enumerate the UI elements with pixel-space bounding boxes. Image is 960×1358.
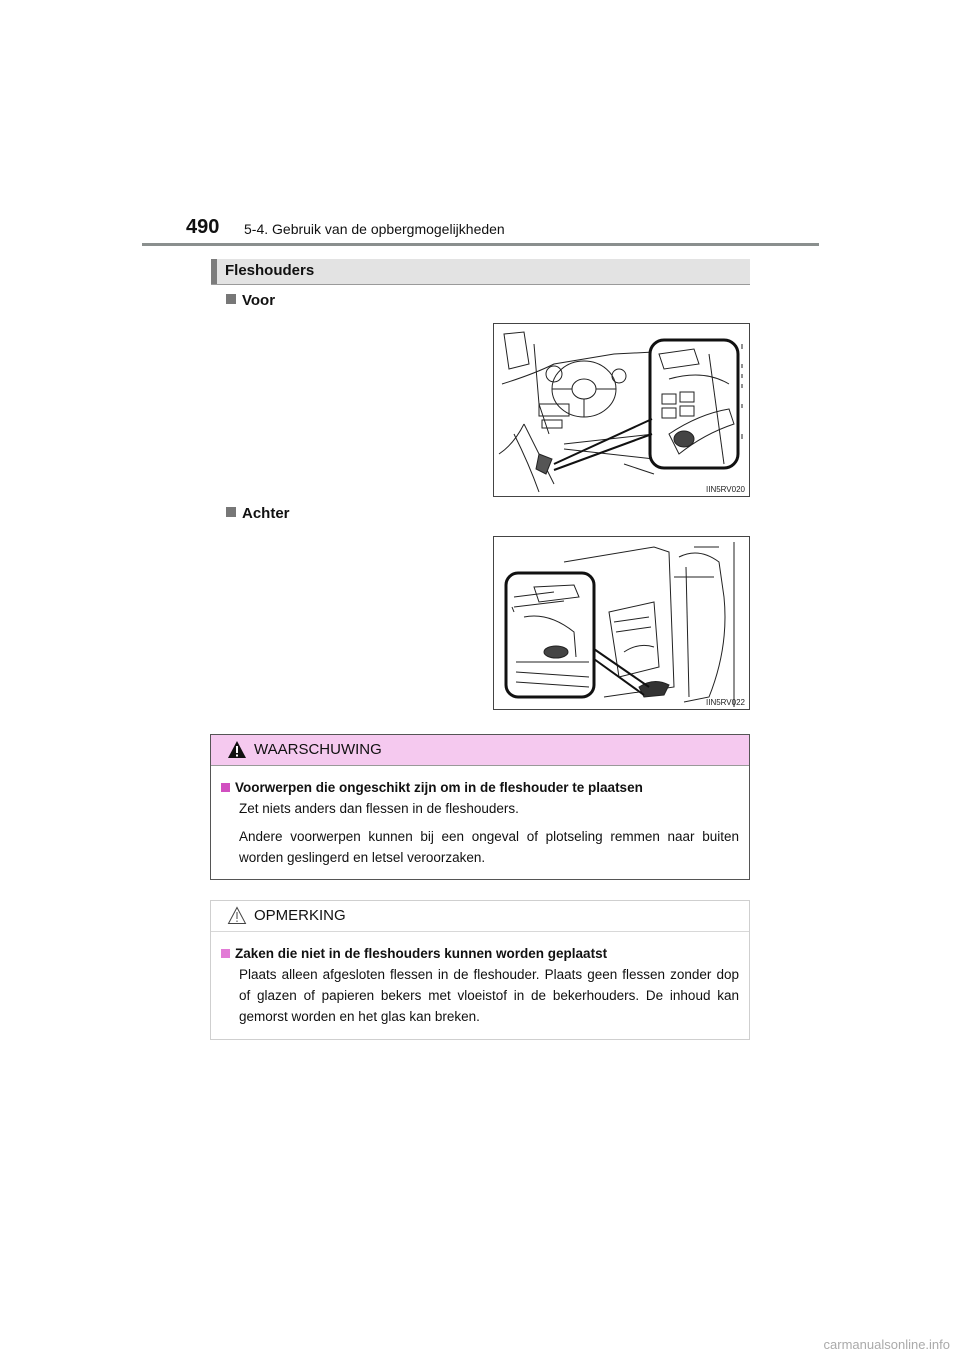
figure-id: IIN5RV020 <box>706 485 745 494</box>
warning-title: WAARSCHUWING <box>254 741 382 758</box>
caution-triangle-outline-icon <box>227 906 247 925</box>
subheading-front-label: Voor <box>242 292 276 309</box>
notice-header <box>211 901 749 932</box>
warning-triangle-icon <box>227 740 247 759</box>
notice-heading-text: Zaken die niet in de fleshouders kunnen worden geplaatst <box>235 946 608 961</box>
section-title: Fleshouders <box>225 262 315 279</box>
front-cup-holder-illustration <box>493 323 750 497</box>
warning-paragraph: Andere voorwerpen kunnen bij een ongeval of plotseling remmen naar buiten worden geslingerd en letsel veroorzaken. <box>239 829 739 865</box>
warning-heading <box>221 777 739 798</box>
notice-heading <box>221 943 739 964</box>
notice-title: OPMERKING <box>254 907 346 924</box>
subheading-front <box>226 292 275 309</box>
square-bullet-icon <box>226 294 236 304</box>
section-bar <box>211 259 750 285</box>
warning-header <box>211 735 749 766</box>
notice-box <box>210 900 750 1040</box>
watermark-logo: carmanualsonline.info <box>823 1337 950 1352</box>
pink-square-bullet-icon <box>221 949 230 958</box>
subheading-rear-label: Achter <box>242 505 290 522</box>
figure-id: IIN5RV022 <box>706 698 745 707</box>
notice-paragraph: Plaats alleen afgesloten flessen in de fleshouder. Plaats geen flessen zonder dop of glazen of papieren bekers met vloeistof in de bekerhouders. De inhoud kan gemorst worden en het glas kan breken. <box>239 967 739 1024</box>
warning-box <box>210 734 750 880</box>
notice-body <box>211 932 749 1027</box>
header-rule <box>142 243 819 246</box>
front-dashboard-drawing <box>494 324 749 496</box>
subheading-rear <box>226 505 290 522</box>
warning-paragraph: Zet niets anders dan flessen in de fleshouders. <box>239 801 519 816</box>
rear-door-drawing <box>494 537 749 709</box>
warning-body <box>211 766 749 868</box>
section-bar-accent <box>211 259 217 284</box>
pink-square-bullet-icon <box>221 783 230 792</box>
chapter-title: 5-4. Gebruik van de opbergmogelijkheden <box>244 221 505 237</box>
rear-cup-holder-illustration <box>493 536 750 710</box>
warning-heading-text: Voorwerpen die ongeschikt zijn om in de fleshouder te plaatsen <box>235 780 643 795</box>
page-number: 490 <box>186 216 220 238</box>
square-bullet-icon <box>226 507 236 517</box>
